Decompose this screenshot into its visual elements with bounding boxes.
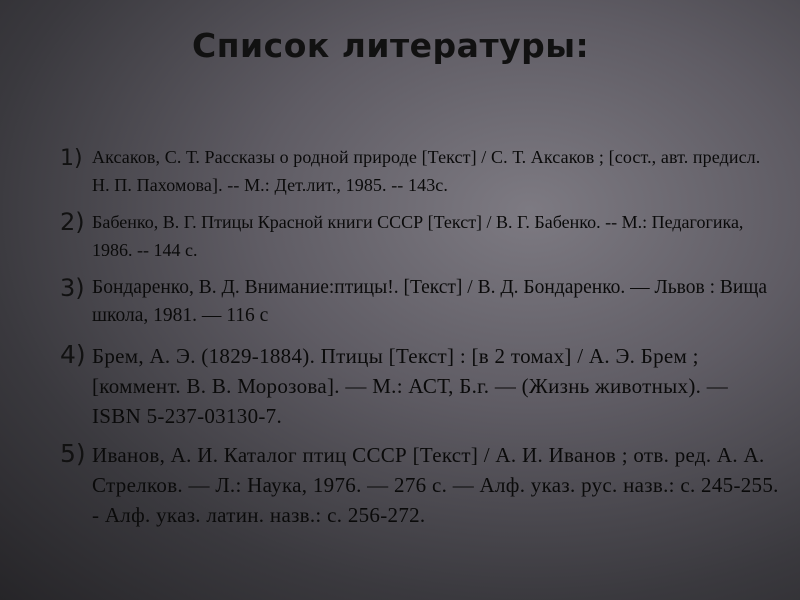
reference-number: 2): [60, 208, 85, 236]
reference-list: [60, 143, 780, 530]
reference-text: Бабенко, В. Г. Птицы Красной книги СССР [Текст] / В. Г. Бабенко. -- М.: Педагогика, 1986. -- 144 с.: [92, 212, 744, 260]
reference-text: Бондаренко, В. Д. Внимание:птицы!. [Текст] / В. Д. Бондаренко. — Львов : Вища школа, 1981. — 116 с: [92, 277, 767, 326]
slide-title: Список литературы:: [192, 26, 590, 65]
reference-item-4: [60, 341, 780, 431]
reference-number: 1): [60, 146, 83, 171]
reference-number: 5): [60, 439, 86, 468]
reference-number: 3): [60, 274, 85, 302]
reference-text: Брем, А. Э. (1829-1884). Птицы [Текст] : [в 2 томах] / А. Э. Брем ; [коммент. В. В. Морозова]. — М.: АСТ, Б.г. — (Жизнь животных). — ISBN 5-237-03130-7.: [92, 344, 729, 428]
reference-number: 4): [60, 340, 86, 369]
reference-item-3: [60, 274, 780, 330]
reference-item-1: [60, 143, 780, 199]
reference-item-5: [60, 440, 780, 530]
reference-text: Иванов, А. И. Каталог птиц СССР [Текст] / А. И. Иванов ; отв. ред. А. А. Стрелков. — Л.: Наука, 1976. — 276 с. — Алф. указ. рус. назв.: с. 245-255. - Алф. указ. латин. назв.: с. 256-272.: [92, 443, 779, 527]
reference-text: Аксаков, С. Т. Рассказы о родной природе [Текст] / С. Т. Аксаков ; [сост., авт. предисл. Н. П. Пахомова]. -- М.: Дет.лит., 1985. -- 143с.: [92, 147, 761, 195]
reference-item-2: [60, 208, 780, 264]
